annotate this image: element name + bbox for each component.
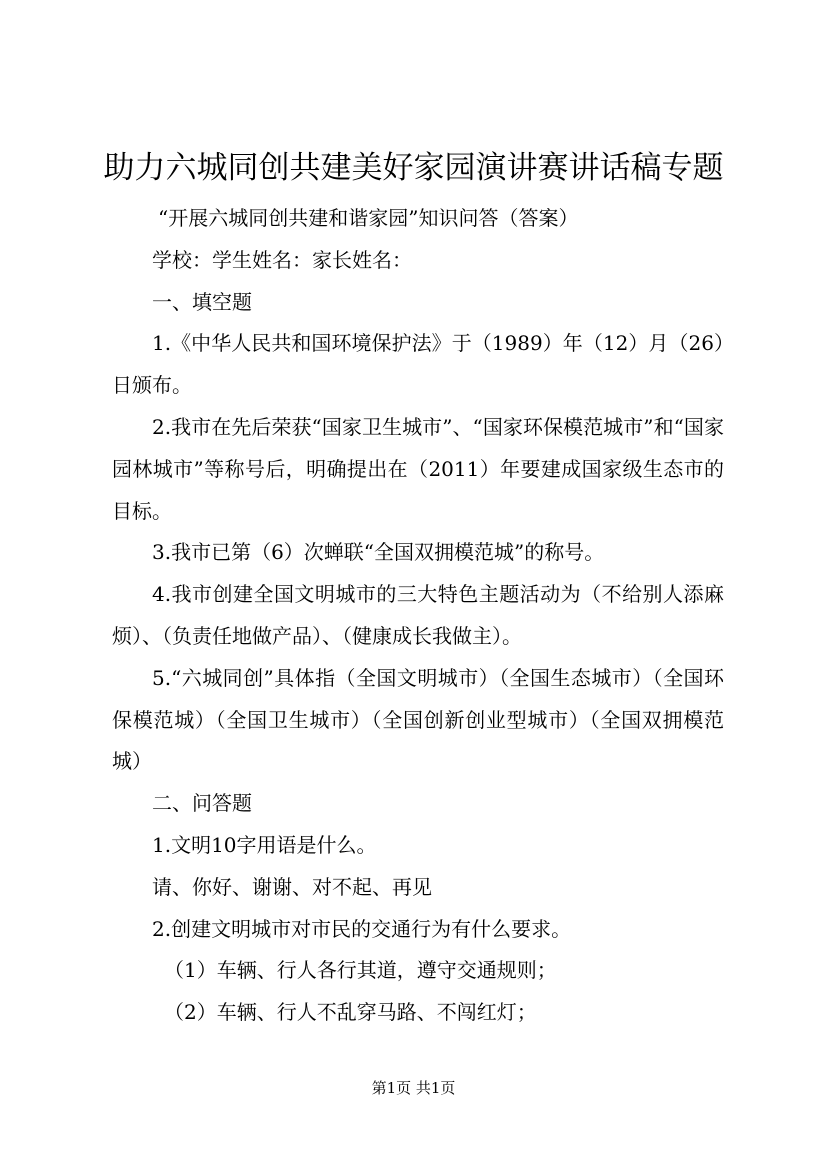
question-paragraph-4: 4.我市创建全国文明城市的三大特色主题活动为（不给别人添麻烦）、（负责任地做产品）、（健康成长我做主）。 xyxy=(112,582,724,648)
page-footer: 第1页 共1页 xyxy=(371,1079,456,1097)
qa-answer-2-item-2: （2）车辆、行人不乱穿马路、不闯红灯； xyxy=(164,1000,537,1025)
question-paragraph-2: 2.我市在先后荣获“国家卫生城市”、“国家环保模范城市”和“国家园林城市”等称号后，明确提出在（2011）年要建成国家级生态市的目标。 xyxy=(112,414,724,523)
qa-question-2: 2.创建文明城市对市民的交通行为有什么要求。 xyxy=(152,916,572,941)
section-heading-qa: 二、问答题 xyxy=(152,791,252,816)
section-heading-fill-in: 一、填空题 xyxy=(152,289,252,314)
question-paragraph-3: 3.我市已第（6）次蝉联“全国双拥模范城”的称号。 xyxy=(152,540,605,565)
document-body xyxy=(112,198,724,1034)
qa-answer-1: 请、你好、谢谢、对不起、再见 xyxy=(152,874,432,899)
qa-answer-2-item-1: （1）车辆、行人各行其道，遵守交通规则； xyxy=(164,958,557,983)
qa-question-1: 1.文明10字用语是什么。 xyxy=(152,832,377,857)
question-paragraph-1: 1.《中华人民共和国环境保护法》于（1989）年（12）月（26）日颁布。 xyxy=(112,331,724,398)
question-paragraph-5: 5.“六城同创”具体指（全国文明城市）（全国生态城市）（全国环保模范城）（全国卫生城市）（全国创新创业型城市）（全国双拥模范城） xyxy=(112,665,724,774)
document-title: 助力六城同创共建美好家园演讲赛讲话稿专题 xyxy=(103,150,724,186)
info-paragraph: 学校：学生姓名：家长姓名： xyxy=(152,247,412,272)
subtitle-paragraph: “开展六城同创共建和谐家园”知识问答（答案） xyxy=(158,206,579,230)
